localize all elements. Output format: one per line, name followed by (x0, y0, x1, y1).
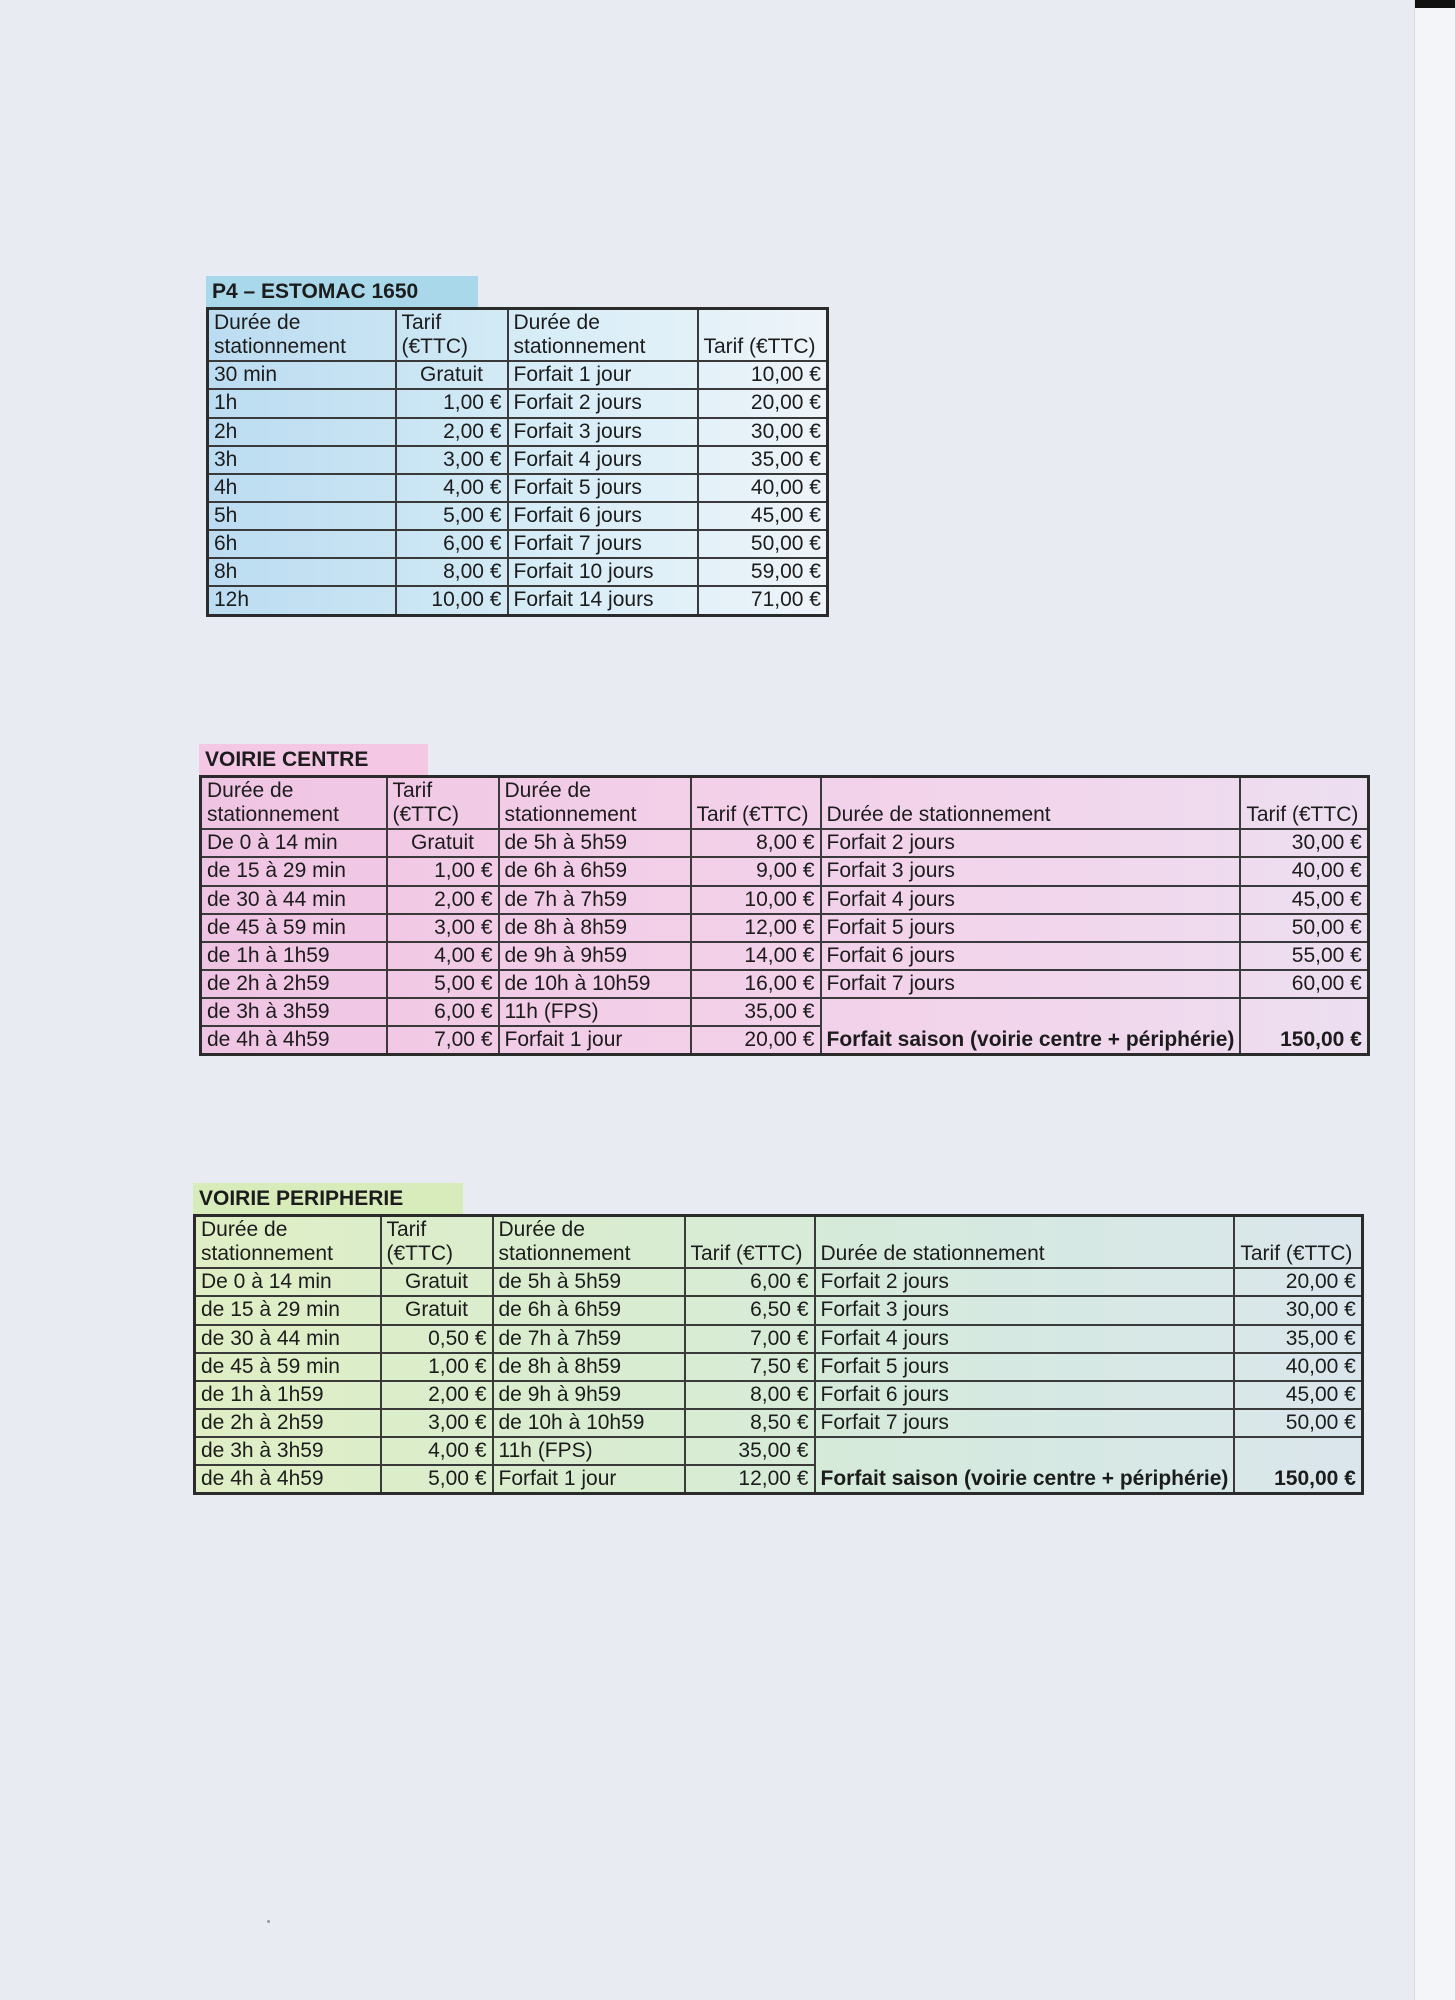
scan-speck (267, 1920, 270, 1923)
header-duree-b: Durée de stationnement (499, 777, 691, 830)
duration-cell: de 4h à 4h59 (201, 1026, 387, 1055)
table-header-row (208, 309, 828, 362)
price-cell: 7,50 € (685, 1353, 815, 1381)
header-tarif-a: Tarif (€TTC) (396, 309, 508, 362)
table-row (201, 857, 1369, 885)
price-cell: 50,00 € (698, 530, 828, 558)
duration-cell: de 5h à 5h59 (493, 1268, 685, 1296)
table-row (208, 586, 828, 615)
price-cell: 1,00 € (396, 389, 508, 417)
price-cell: 5,00 € (396, 502, 508, 530)
duration-cell: 6h (208, 530, 396, 558)
table-row (201, 829, 1369, 857)
table-row (195, 1409, 1363, 1437)
duration-cell: Forfait 1 jour (493, 1465, 685, 1494)
forfait-cell: Forfait 2 jours (815, 1268, 1235, 1296)
price-cell: 1,00 € (381, 1353, 493, 1381)
duration-cell: Forfait 14 jours (508, 586, 698, 615)
header-duree-c: Durée de stationnement (821, 777, 1241, 830)
header-duree-a: Durée de stationnement (208, 309, 396, 362)
price-cell: 71,00 € (698, 586, 828, 615)
price-cell: Gratuit (387, 829, 499, 857)
forfait-saison-label: Forfait saison (voirie centre + périphérie) (821, 998, 1241, 1055)
table-header-row (201, 777, 1369, 830)
price-cell: 50,00 € (1240, 914, 1368, 942)
header-tarif-b: Tarif (€TTC) (698, 309, 828, 362)
price-cell: 2,00 € (387, 886, 499, 914)
duration-cell: 11h (FPS) (499, 998, 691, 1026)
duration-cell: de 6h à 6h59 (499, 857, 691, 885)
header-duree-a: Durée de stationnement (201, 777, 387, 830)
duration-cell: de 7h à 7h59 (493, 1325, 685, 1353)
duration-cell: de 2h à 2h59 (195, 1409, 381, 1437)
duration-cell: de 8h à 8h59 (499, 914, 691, 942)
price-cell: 12,00 € (691, 914, 821, 942)
header-tarif-a: Tarif (€TTC) (381, 1216, 493, 1269)
voirie-peripherie-section (193, 1183, 1364, 1495)
duration-cell: De 0 à 14 min (201, 829, 387, 857)
duration-cell: de 15 à 29 min (195, 1296, 381, 1324)
header-tarif-a: Tarif (€TTC) (387, 777, 499, 830)
voirie-centre-section (199, 744, 1370, 1056)
header-tarif-c: Tarif (€TTC) (1234, 1216, 1362, 1269)
price-cell: 2,00 € (381, 1381, 493, 1409)
table-row (195, 1437, 1363, 1465)
duration-cell: de 2h à 2h59 (201, 970, 387, 998)
table-row (208, 474, 828, 502)
price-cell: 35,00 € (698, 446, 828, 474)
duration-cell: de 6h à 6h59 (493, 1296, 685, 1324)
price-cell: 1,00 € (387, 857, 499, 885)
header-tarif-b: Tarif (€TTC) (691, 777, 821, 830)
duration-cell: 4h (208, 474, 396, 502)
duration-cell: de 10h à 10h59 (493, 1409, 685, 1437)
p4-title: P4 – ESTOMAC 1650 (206, 276, 478, 307)
duration-cell: 5h (208, 502, 396, 530)
peripherie-tariff-table (193, 1214, 1364, 1495)
duration-cell: de 9h à 9h59 (499, 942, 691, 970)
price-cell: 8,00 € (691, 829, 821, 857)
table-row (195, 1325, 1363, 1353)
p4-tariff-table (206, 307, 829, 617)
table-row (195, 1296, 1363, 1324)
duration-cell: de 1h à 1h59 (201, 942, 387, 970)
forfait-cell: Forfait 2 jours (821, 829, 1241, 857)
duration-cell: 30 min (208, 361, 396, 389)
price-cell: 10,00 € (698, 361, 828, 389)
duration-cell: 2h (208, 418, 396, 446)
price-cell: 60,00 € (1240, 970, 1368, 998)
duration-cell: 3h (208, 446, 396, 474)
price-cell: 8,00 € (396, 558, 508, 586)
table-row (195, 1268, 1363, 1296)
price-cell: 6,00 € (685, 1268, 815, 1296)
price-cell: 20,00 € (691, 1026, 821, 1055)
forfait-cell: Forfait 5 jours (815, 1353, 1235, 1381)
price-cell: 6,50 € (685, 1296, 815, 1324)
table-row (201, 886, 1369, 914)
price-cell: 40,00 € (1234, 1353, 1362, 1381)
price-cell: 4,00 € (381, 1437, 493, 1465)
forfait-cell: Forfait 4 jours (821, 886, 1241, 914)
scan-corner-mark (1415, 0, 1455, 8)
price-cell: 2,00 € (396, 418, 508, 446)
forfait-cell: Forfait 4 jours (815, 1325, 1235, 1353)
duration-cell: de 1h à 1h59 (195, 1381, 381, 1409)
price-cell: Gratuit (396, 361, 508, 389)
centre-title: VOIRIE CENTRE (199, 744, 428, 775)
price-cell: 45,00 € (1240, 886, 1368, 914)
price-cell: 8,00 € (685, 1381, 815, 1409)
price-cell: 0,50 € (381, 1325, 493, 1353)
duration-cell: Forfait 4 jours (508, 446, 698, 474)
duration-cell: de 7h à 7h59 (499, 886, 691, 914)
price-cell: 5,00 € (381, 1465, 493, 1494)
price-cell: Gratuit (381, 1296, 493, 1324)
duration-cell: Forfait 7 jours (508, 530, 698, 558)
centre-tariff-table (199, 775, 1370, 1056)
forfait-cell: Forfait 5 jours (821, 914, 1241, 942)
price-cell: 3,00 € (381, 1409, 493, 1437)
header-tarif-b: Tarif (€TTC) (685, 1216, 815, 1269)
header-duree-a: Durée de stationnement (195, 1216, 381, 1269)
forfait-cell: Forfait 3 jours (815, 1296, 1235, 1324)
duration-cell: de 9h à 9h59 (493, 1381, 685, 1409)
price-cell: 4,00 € (387, 942, 499, 970)
table-row (201, 914, 1369, 942)
duration-cell: de 3h à 3h59 (195, 1437, 381, 1465)
table-row (195, 1353, 1363, 1381)
forfait-cell: Forfait 7 jours (815, 1409, 1235, 1437)
forfait-cell: Forfait 7 jours (821, 970, 1241, 998)
peripherie-title: VOIRIE PERIPHERIE (193, 1183, 463, 1214)
price-cell: 50,00 € (1234, 1409, 1362, 1437)
p4-estomac-section (206, 276, 829, 617)
price-cell: 8,50 € (685, 1409, 815, 1437)
price-cell: 6,00 € (387, 998, 499, 1026)
duration-cell: Forfait 10 jours (508, 558, 698, 586)
price-cell: 4,00 € (396, 474, 508, 502)
duration-cell: de 4h à 4h59 (195, 1465, 381, 1494)
table-row (208, 389, 828, 417)
duration-cell: de 30 à 44 min (195, 1325, 381, 1353)
duration-cell: 8h (208, 558, 396, 586)
price-cell: 30,00 € (698, 418, 828, 446)
duration-cell: Forfait 1 jour (508, 361, 698, 389)
price-cell: 35,00 € (685, 1437, 815, 1465)
price-cell: 3,00 € (396, 446, 508, 474)
duration-cell: Forfait 2 jours (508, 389, 698, 417)
table-row (208, 558, 828, 586)
price-cell: 9,00 € (691, 857, 821, 885)
duration-cell: 11h (FPS) (493, 1437, 685, 1465)
duration-cell: De 0 à 14 min (195, 1268, 381, 1296)
table-row (208, 502, 828, 530)
price-cell: 55,00 € (1240, 942, 1368, 970)
header-duree-c: Durée de stationnement (815, 1216, 1235, 1269)
price-cell: 16,00 € (691, 970, 821, 998)
table-row (208, 361, 828, 389)
price-cell: 7,00 € (685, 1325, 815, 1353)
price-cell: 10,00 € (691, 886, 821, 914)
header-tarif-c: Tarif (€TTC) (1240, 777, 1368, 830)
price-cell: 7,00 € (387, 1026, 499, 1055)
forfait-cell: Forfait 3 jours (821, 857, 1241, 885)
table-row (195, 1381, 1363, 1409)
table-row (201, 970, 1369, 998)
price-cell: 30,00 € (1240, 829, 1368, 857)
table-header-row (195, 1216, 1363, 1269)
duration-cell: Forfait 3 jours (508, 418, 698, 446)
price-cell: 40,00 € (698, 474, 828, 502)
table-row (208, 446, 828, 474)
price-cell: 10,00 € (396, 586, 508, 615)
price-cell: 20,00 € (698, 389, 828, 417)
table-row (201, 942, 1369, 970)
forfait-cell: Forfait 6 jours (821, 942, 1241, 970)
duration-cell: 1h (208, 389, 396, 417)
price-cell: 35,00 € (691, 998, 821, 1026)
duration-cell: 12h (208, 586, 396, 615)
duration-cell: de 15 à 29 min (201, 857, 387, 885)
price-cell: 20,00 € (1234, 1268, 1362, 1296)
price-cell: 14,00 € (691, 942, 821, 970)
price-cell: 59,00 € (698, 558, 828, 586)
duration-cell: de 5h à 5h59 (499, 829, 691, 857)
duration-cell: de 30 à 44 min (201, 886, 387, 914)
duration-cell: de 10h à 10h59 (499, 970, 691, 998)
forfait-saison-label: Forfait saison (voirie centre + périphérie) (815, 1437, 1235, 1494)
price-cell: 3,00 € (387, 914, 499, 942)
price-cell: 45,00 € (698, 502, 828, 530)
duration-cell: Forfait 6 jours (508, 502, 698, 530)
duration-cell: Forfait 1 jour (499, 1026, 691, 1055)
forfait-cell: Forfait 6 jours (815, 1381, 1235, 1409)
duration-cell: Forfait 5 jours (508, 474, 698, 502)
price-cell: 45,00 € (1234, 1381, 1362, 1409)
duration-cell: de 3h à 3h59 (201, 998, 387, 1026)
price-cell: 30,00 € (1234, 1296, 1362, 1324)
duration-cell: de 45 à 59 min (201, 914, 387, 942)
price-cell: 12,00 € (685, 1465, 815, 1494)
table-row (208, 418, 828, 446)
table-row (201, 998, 1369, 1026)
forfait-saison-price: 150,00 € (1234, 1437, 1362, 1494)
price-cell: 5,00 € (387, 970, 499, 998)
header-duree-b: Durée de stationnement (508, 309, 698, 362)
duration-cell: de 45 à 59 min (195, 1353, 381, 1381)
price-cell: 35,00 € (1234, 1325, 1362, 1353)
forfait-saison-price: 150,00 € (1240, 998, 1368, 1055)
header-duree-b: Durée de stationnement (493, 1216, 685, 1269)
page-edge (1414, 0, 1455, 2000)
duration-cell: de 8h à 8h59 (493, 1353, 685, 1381)
table-row (208, 530, 828, 558)
price-cell: 40,00 € (1240, 857, 1368, 885)
price-cell: 6,00 € (396, 530, 508, 558)
price-cell: Gratuit (381, 1268, 493, 1296)
